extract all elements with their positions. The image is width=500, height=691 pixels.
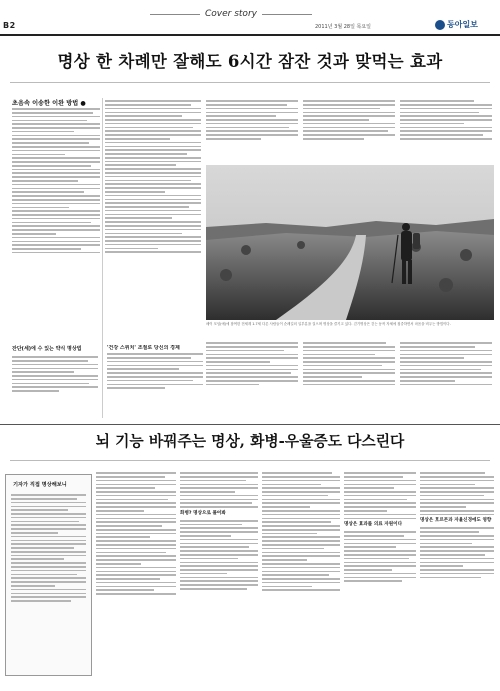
section-label: Cover story (205, 9, 257, 19)
box2-title: '건강 스위치' 조절로 당신의 경제 (107, 345, 180, 351)
article-column-3-top (206, 98, 298, 162)
bottom-column-1 (96, 470, 176, 680)
column-divider (102, 98, 103, 418)
article-column-2 (105, 98, 201, 341)
photo-landscape-walker (206, 165, 494, 320)
publication-date: 2011년 3월 28일 목요일 (315, 24, 372, 30)
article-column-1 (12, 106, 100, 341)
box2-body (107, 345, 203, 420)
article-subhead: 초음속 이송한 이완 방법 ● (12, 100, 86, 107)
logo-mark-icon (435, 20, 445, 30)
section-rule-right (262, 14, 312, 15)
publication-logo (435, 19, 478, 30)
box1 (12, 345, 98, 352)
article-column-4-bottom (303, 340, 395, 420)
article-column-5-top (400, 98, 492, 162)
article-column-4-top (303, 98, 395, 162)
bottom-subhead-1: 화병? 명상으로 풀어봐 (180, 510, 226, 516)
box1-title: 잔단(세)에 수 있는 약식 명상법 (12, 346, 82, 352)
photo-caption: 메이 모임(예)에 참여한 전세계 1.7세 다른 사람들이 순례길의 일부분을 걸으며 명상을 즐기고 있다. 걷기명상은 걷는 동작 자체에 집중하면서 마음을 비우는 방법이다. (206, 322, 451, 326)
article-column-3-bottom (206, 340, 298, 420)
headline-rule (10, 82, 490, 83)
bottom-subhead-3: 명상은 호르몬과 자율신경에도 영향 (420, 518, 492, 524)
page-number: B2 (3, 21, 16, 30)
article-photo (206, 165, 494, 320)
second-headline-rule (10, 460, 490, 461)
bottom-column-2 (180, 470, 258, 680)
sidebar-title: 기자가 직접 명상해보니 (13, 482, 67, 488)
box1-body (12, 354, 98, 420)
second-headline: 뇌 기능 바꿔주는 명상, 화병-우울증도 다스린다 (95, 433, 405, 450)
publication-name: 동아일보 (447, 20, 478, 29)
sidebar-body (11, 492, 86, 668)
bottom-subhead-2: 명상은 효과를 의료 자원이다 (344, 522, 403, 528)
bottom-column-4 (344, 470, 416, 680)
section-divider (0, 424, 500, 425)
article-column-5-bottom (400, 340, 492, 420)
section-rule-left (150, 14, 200, 15)
header-rule (0, 34, 500, 36)
main-headline: 명상 한 차례만 잘해도 6시간 잠잔 것과 맞먹는 효과 (57, 52, 443, 71)
bottom-column-5 (420, 470, 494, 680)
bottom-column-3 (262, 470, 340, 680)
